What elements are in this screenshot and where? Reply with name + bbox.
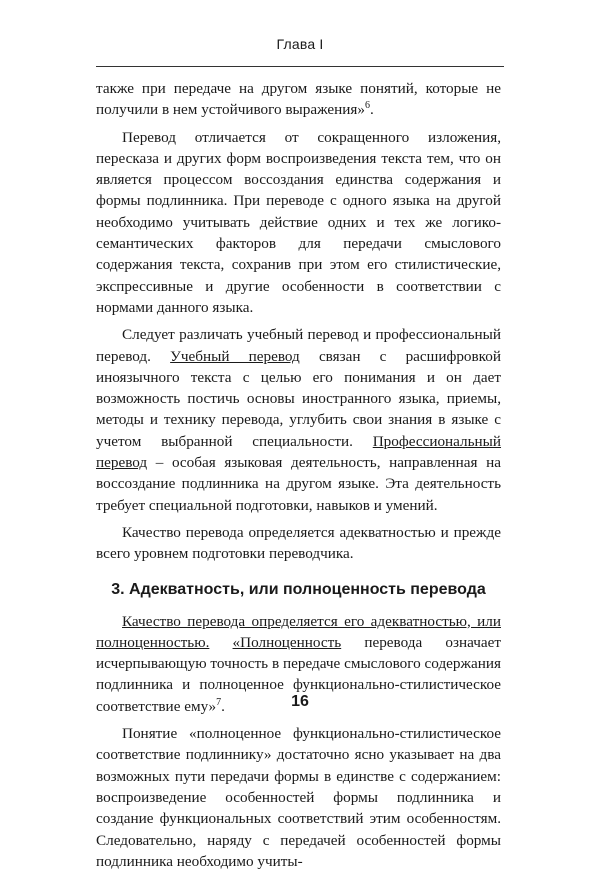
paragraph-3-end: – особая языковая деятельность, направленная на воссоздание подлинника на другом языке. Эта деятельность требует специальной подготовки, навыков и умений.	[96, 454, 501, 514]
paragraph-3-middle: связан с расшифровкой иноязычного текста с целью его понимания и он дает возможность постичь основы иностранного языка, приемы, методы и технику перевода, углубить свои знания в языке с учетом выбранной специальности.	[96, 347, 502, 450]
running-header: Глава I	[276, 36, 324, 52]
page-body	[96, 78, 501, 878]
paragraph-5-text: перевода означает исчерпывающую точность в передаче смыслового содержания подлинника и полноценное функционально-стилистическое соответствие ему»	[96, 633, 501, 715]
paragraph-5-lead: Качество перевода определяется его адекватностью, или полноценностью.	[96, 612, 501, 651]
footnote-marker-6: 6	[364, 100, 370, 112]
footnote-marker-7: 7	[216, 696, 222, 708]
term-completeness: «Полноценность	[232, 633, 342, 651]
paragraph-3-intro: Следует различать учебный перевод и профессиональный перевод.	[96, 326, 501, 365]
paragraph-5: Качество перевода определяется его адекватностью, или полноценностью. «Полноценность перевода означает исчерпывающую точность в передаче смыслового содержания подлинника и полноценное функционально-стилистическое соответствие ему»$^7$.	[96, 612, 501, 715]
section-heading: 3. Адекватность, или полноценность перевода	[111, 580, 486, 598]
paragraph-6: Понятие «полноценное функционально-стилистическое соответствие подлиннику» достаточно ясно указывает на два возможных пути передачи формы в единстве с содержанием: воспроизведение особенностей формы подлинника и создание функциональных соответствий этим особенностям. Следовательно, наряду с передачей особенностей формы подлинника необходимо учиты-	[96, 725, 501, 870]
paragraph-1: также при передаче на другом языке понятий, которые не получили в нем устойчивого выражения»$^6$.	[96, 80, 501, 119]
paragraph-2: Перевод отличается от сокращенного изложения, пересказа и других форм воспроизведения текста тем, что он является процессом воссоздания единства содержания и формы подлинника. При переводе с одного языка на другой необходимо учитывать действие одних и тех же логико-семантических факторов для передачи смыслового содержания текста, сохранив при этом его стилистические, экспрессивные и другие особенности в соответствии с нормами данного языка.	[96, 128, 501, 316]
term-professional-translation: Профессиональный перевод	[96, 432, 502, 472]
term-educational-translation: Учебный перевод	[170, 347, 300, 365]
paragraph-4: Качество перевода определяется адекватностью и прежде всего уровнем подготовки переводчика.	[96, 523, 501, 563]
page-number: 16	[291, 693, 309, 710]
paragraph-3	[96, 324, 501, 516]
paragraph-1-text: также при передаче на другом языке понятий, которые не получили в нем устойчивого выражения»	[96, 80, 501, 119]
header-divider	[96, 66, 504, 67]
